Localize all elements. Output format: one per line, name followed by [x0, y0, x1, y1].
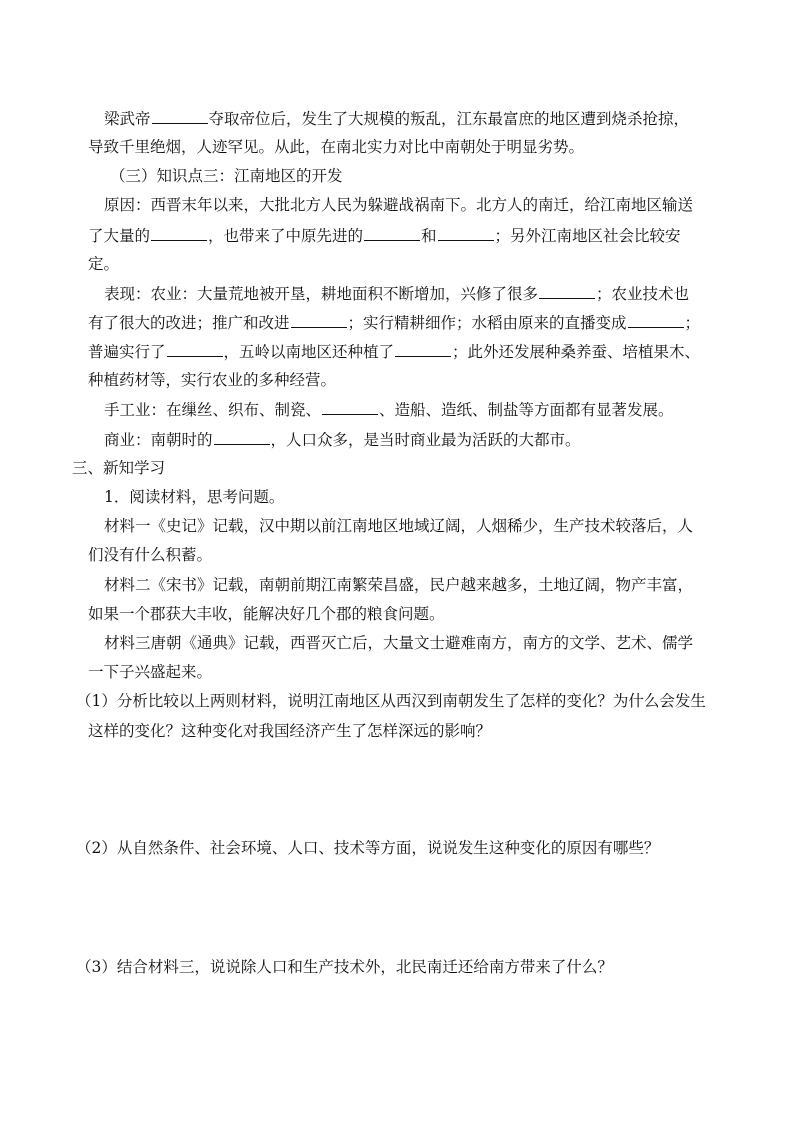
text: 普遍实行了 — [88, 343, 166, 361]
text: ； — [684, 314, 701, 332]
paragraph-performance-line4: 种植药材等，实行农业的多种经营。 — [88, 371, 337, 389]
section-heading-new-learning: 三、新知学习 — [72, 459, 166, 477]
paragraph-performance-line3 — [88, 340, 700, 363]
text: ；实行精耕细作；水稻由原来的直播变成 — [347, 314, 627, 332]
fill-blank[interactable] — [395, 340, 451, 357]
text: 商业：南朝时的 — [104, 431, 213, 449]
fill-blank[interactable] — [152, 107, 208, 124]
text: ，也带来了中原先进的 — [208, 227, 364, 245]
material-3-line1: 材料三唐朝《通典》记载，西晋灭亡后，大量文士避难南方，南方的文学、艺术、儒学 — [104, 634, 694, 652]
paragraph-performance-line1 — [104, 282, 689, 305]
answer-area-1[interactable] — [88, 750, 708, 830]
question-1-intro: 1．阅读材料，思考问题。 — [104, 488, 285, 506]
fill-blank[interactable] — [438, 224, 494, 241]
paragraph-cause-line1: 原因：西晋末年以来，大批北方人民为躲避战祸南下。北方人的南迁，给江南地区输送 — [104, 196, 694, 214]
text: ，人口众多，是当时商业最为活跃的大都市。 — [270, 431, 581, 449]
fill-blank[interactable] — [167, 340, 223, 357]
section-heading-knowledge-3: （三）知识点三：江南地区的开发 — [110, 167, 343, 185]
material-1-line1: 材料一《史记》记载，汉中期以前江南地区地域辽阔，人烟稀少，生产技术较落后，人 — [104, 517, 694, 535]
text: 表现：农业：大量荒地被开垦，耕地面积不断增加，兴修了很多 — [104, 285, 539, 303]
fill-blank[interactable] — [539, 282, 595, 299]
text: 手工业：在缫丝、织布、制瓷、 — [104, 401, 322, 419]
answer-area-3[interactable] — [88, 985, 708, 1075]
text: ；农业技术也 — [596, 285, 690, 303]
paragraph-cause-line3: 定。 — [88, 255, 120, 273]
text: ；另外江南地区社会比较安 — [494, 227, 681, 245]
paragraph-commerce — [104, 428, 581, 451]
paragraph-liang-wudi-line1 — [104, 107, 689, 130]
paragraph-liang-wudi-line2: 导致千里绝烟，人迹罕见。从此，在南北实力对比中南朝处于明显劣势。 — [88, 138, 585, 156]
fill-blank[interactable] — [151, 224, 207, 241]
fill-blank[interactable] — [628, 311, 684, 328]
question-1-line1: （1）分析比较以上两则材料，说明江南地区从西汉到南朝发生了怎样的变化？为什么会发生 — [76, 692, 706, 710]
text: 夺取帝位后，发生了大规模的叛乱，江东最富庶的地区遭到烧杀抢掠， — [208, 110, 690, 128]
text: ，五岭以南地区还种植了 — [223, 343, 395, 361]
text: 、造船、造纸、制盐等方面都有显著发展。 — [379, 401, 674, 419]
fill-blank[interactable] — [291, 311, 347, 328]
material-3-line2: 一下子兴盛起来。 — [88, 663, 213, 681]
answer-area-2[interactable] — [88, 866, 708, 946]
material-1-line2: 们没有什么积蓄。 — [88, 546, 213, 564]
material-2-line2: 如果一个郡获大丰收，能解决好几个郡的粮食问题。 — [88, 605, 445, 623]
text: 有了很大的改进；推广和改进 — [88, 314, 290, 332]
question-1-line2: 这样的变化？这种变化对我国经济产生了怎样深远的影响？ — [88, 722, 492, 740]
text: 了大量的 — [88, 227, 151, 245]
question-3: （3）结合材料三，说说除人口和生产技术外，北民南迁还给南方带来了什么？ — [76, 958, 613, 976]
material-2-line1: 材料二《宋书》记载，南朝前期江南繁荣昌盛，民户越来越多，土地辽阔，物产丰富， — [104, 576, 694, 594]
paragraph-handicraft — [104, 398, 674, 421]
fill-blank[interactable] — [364, 224, 420, 241]
fill-blank[interactable] — [214, 428, 270, 445]
paragraph-performance-line2 — [88, 311, 700, 334]
question-2: （2）从自然条件、社会环境、人口、技术等方面，说说发生这种变化的原因有哪些？ — [76, 839, 660, 857]
paragraph-cause-line2 — [88, 224, 681, 247]
text: ；此外还发展种桑养蚕、培植果木、 — [452, 343, 701, 361]
fill-blank[interactable] — [322, 398, 378, 415]
text: 梁武帝 — [104, 110, 151, 128]
text: 和 — [421, 227, 437, 245]
